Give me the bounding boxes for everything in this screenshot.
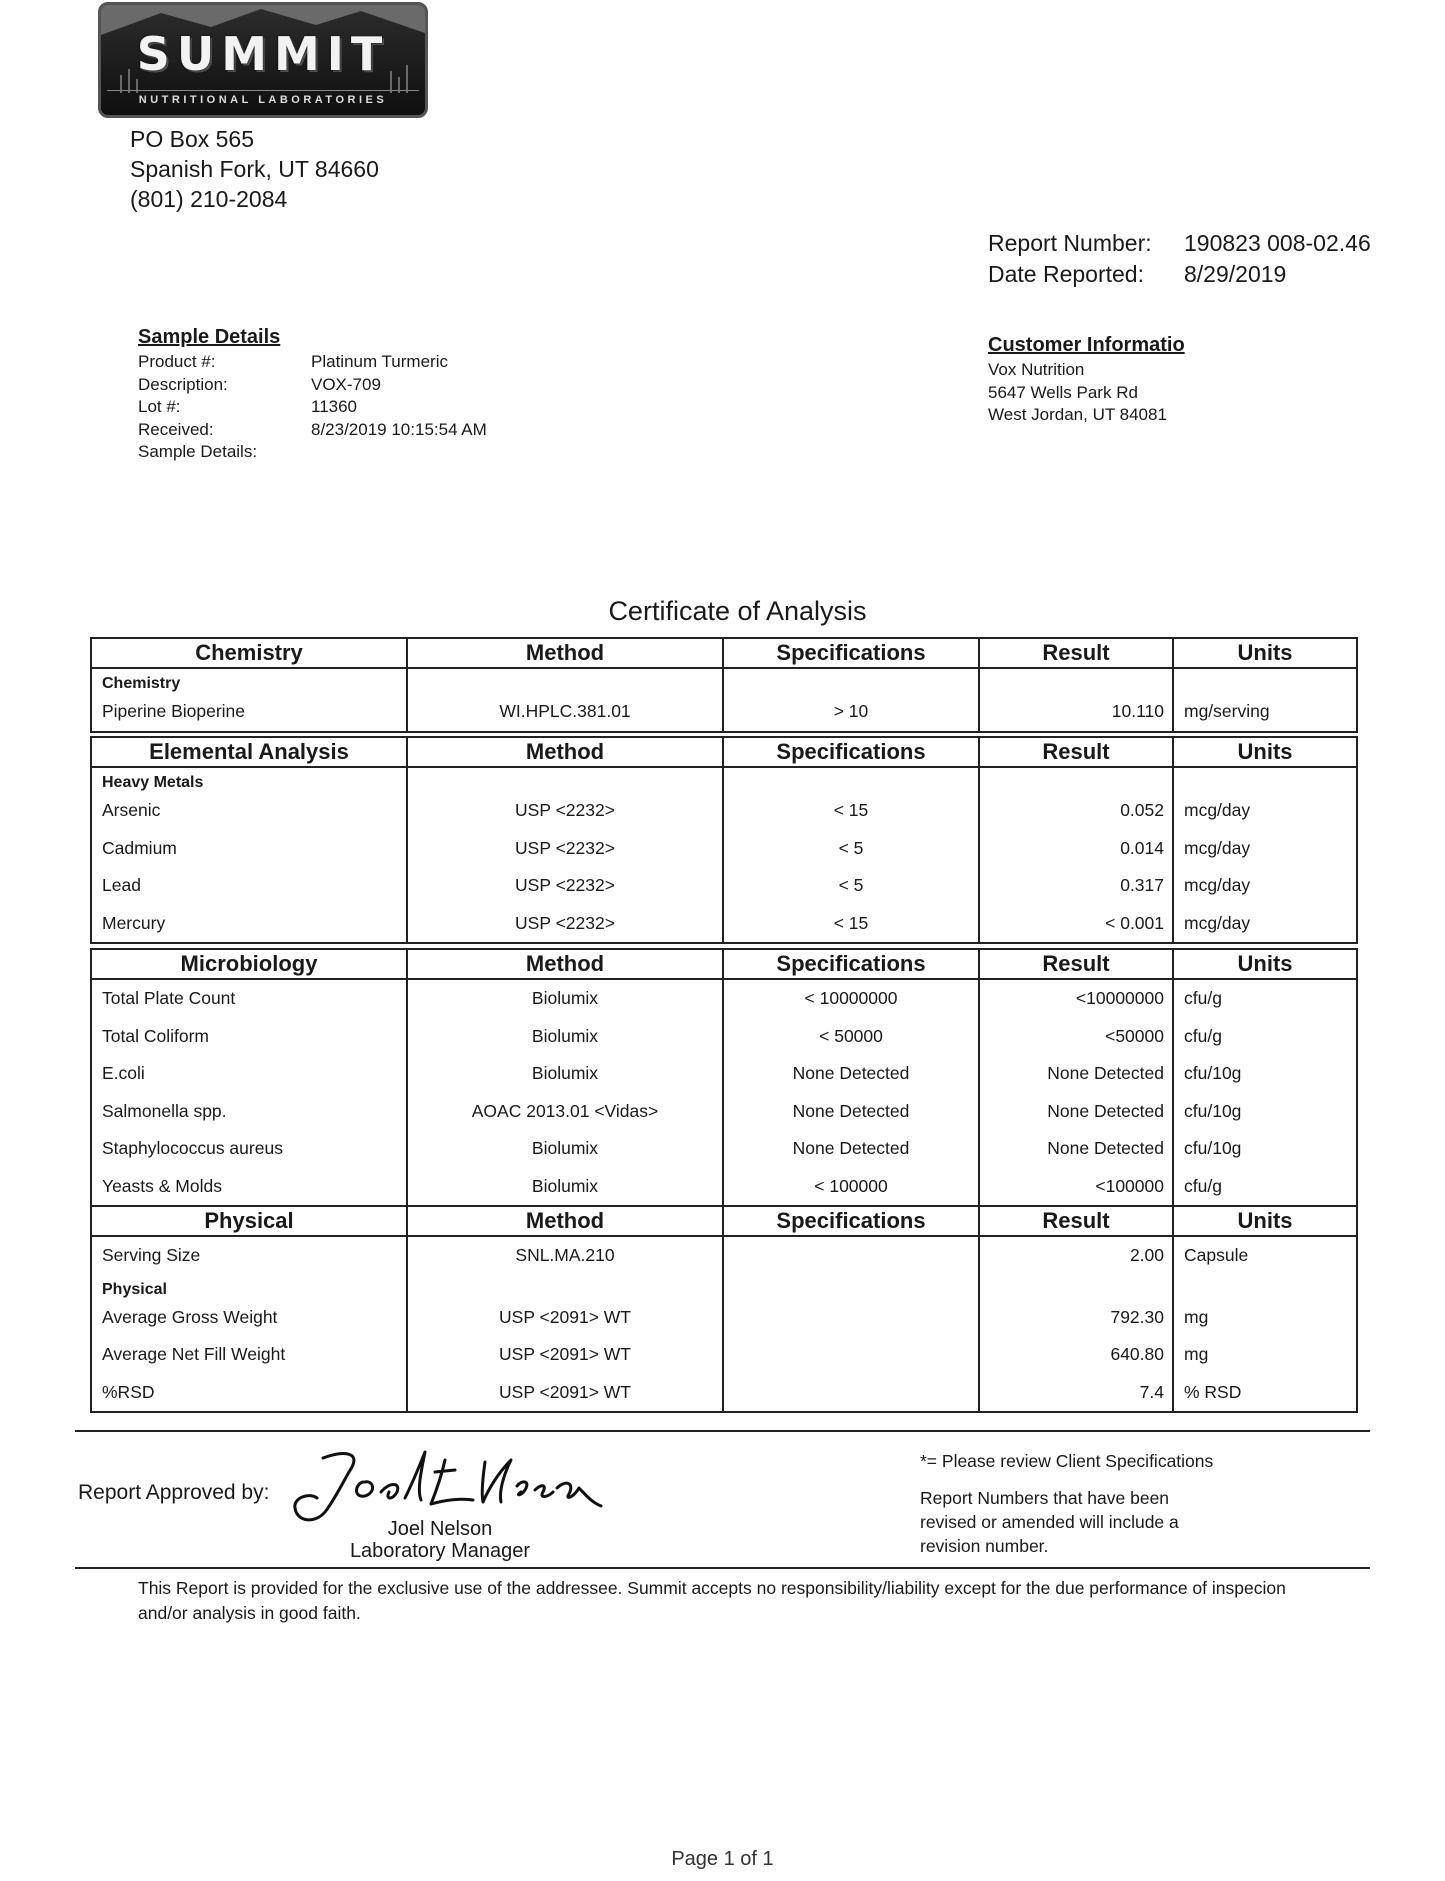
units-cell: mcg/day <box>1173 830 1357 868</box>
analyte-cell: Mercury <box>91 905 407 944</box>
units-cell: mg/serving <box>1173 693 1357 732</box>
table-header <box>91 737 1357 767</box>
method-cell: USP <2232> <box>407 830 723 868</box>
units-cell: cfu/g <box>1173 1018 1357 1056</box>
result-cell: 0.317 <box>979 867 1173 905</box>
units-cell: mcg/day <box>1173 792 1357 830</box>
header-cell: Units <box>1173 949 1357 979</box>
sample-key: Description: <box>138 374 228 394</box>
header-cell: Specifications <box>723 638 979 668</box>
result-cell: 2.00 <box>979 1236 1173 1275</box>
table-row <box>91 1130 1357 1168</box>
analyte-cell: Staphylococcus aureus <box>91 1130 407 1168</box>
method-cell: USP <2091> WT <box>407 1299 723 1337</box>
sample-value: Platinum Turmeric <box>311 352 448 371</box>
analyte-cell: Total Plate Count <box>91 979 407 1018</box>
table-row <box>91 867 1357 905</box>
table-row <box>91 1374 1357 1413</box>
signer <box>340 1518 540 1562</box>
table-row <box>91 830 1357 868</box>
group-label: Chemistry <box>91 668 407 693</box>
table-row <box>91 1336 1357 1374</box>
result-cell: <100000 <box>979 1168 1173 1207</box>
logo-wordmark: SUMMIT <box>136 27 390 81</box>
analyte-cell: Average Net Fill Weight <box>91 1336 407 1374</box>
sample-value: 11360 <box>311 397 358 416</box>
table-header <box>91 1206 1357 1236</box>
method-cell: Biolumix <box>407 979 723 1018</box>
header-cell: Result <box>979 949 1173 979</box>
lab-address <box>130 124 379 214</box>
units-cell: cfu/10g <box>1173 1093 1357 1131</box>
header-cell: Units <box>1173 1206 1357 1236</box>
report-number-label: Report Number: <box>988 230 1152 256</box>
address-line: PO Box 565 <box>130 126 255 152</box>
header-cell: Result <box>979 638 1173 668</box>
address-line: (801) 210-2084 <box>130 186 288 212</box>
group-label: Heavy Metals <box>91 767 407 792</box>
header-cell: Result <box>979 737 1173 767</box>
method-cell: WI.HPLC.381.01 <box>407 693 723 732</box>
header-cell: Physical <box>91 1206 407 1236</box>
page-number: Page 1 of 1 <box>671 1848 774 1870</box>
units-cell: mg <box>1173 1336 1357 1374</box>
spec-cell: < 15 <box>723 905 979 944</box>
chemistry-table <box>90 637 1358 733</box>
table-header <box>91 638 1357 668</box>
customer-title: Customer Informatio <box>988 334 1185 356</box>
summit-logo <box>98 2 428 118</box>
header-cell: Method <box>407 1206 723 1236</box>
group-row <box>91 767 1357 792</box>
spec-cell <box>723 1374 979 1413</box>
customer-information <box>988 334 1185 427</box>
customer-line: Vox Nutrition <box>988 360 1085 379</box>
physical-table <box>90 1205 1358 1413</box>
spec-cell <box>723 1336 979 1374</box>
result-cell: 0.014 <box>979 830 1173 868</box>
sample-details <box>138 326 487 464</box>
table-row <box>91 1055 1357 1093</box>
units-cell: cfu/10g <box>1173 1055 1357 1093</box>
header-cell: Method <box>407 949 723 979</box>
method-cell: Biolumix <box>407 1018 723 1056</box>
signer-name: Joel Nelson <box>387 1518 493 1540</box>
method-cell: Biolumix <box>407 1168 723 1207</box>
units-cell: % RSD <box>1173 1374 1357 1413</box>
microbiology-table <box>90 948 1358 1207</box>
report-notes <box>920 1449 1213 1558</box>
analyte-cell: E.coli <box>91 1055 407 1093</box>
header-cell: Elemental Analysis <box>91 737 407 767</box>
header-cell: Method <box>407 638 723 668</box>
group-label: Physical <box>91 1275 407 1299</box>
spec-cell: < 15 <box>723 792 979 830</box>
report-meta <box>988 228 1371 290</box>
units-cell: mcg/day <box>1173 905 1357 944</box>
spec-cell: None Detected <box>723 1055 979 1093</box>
result-cell: < 0.001 <box>979 905 1173 944</box>
elemental-table <box>90 736 1358 944</box>
sample-value: 8/23/2019 10:15:54 AM <box>311 419 487 439</box>
signature-image <box>285 1442 605 1528</box>
report-number-value: 190823 008-02.46 <box>1184 230 1371 256</box>
result-cell: None Detected <box>979 1093 1173 1131</box>
spec-cell: None Detected <box>723 1093 979 1131</box>
sample-key: Lot #: <box>138 397 181 416</box>
result-cell: 10.110 <box>979 693 1173 732</box>
result-cell: 640.80 <box>979 1336 1173 1374</box>
units-cell: mcg/day <box>1173 867 1357 905</box>
units-cell: cfu/g <box>1173 979 1357 1018</box>
customer-line: 5647 Wells Park Rd <box>988 382 1138 402</box>
spec-cell <box>723 1299 979 1337</box>
sample-key: Product #: <box>138 352 216 371</box>
result-cell: <10000000 <box>979 979 1173 1018</box>
table-row <box>91 905 1357 944</box>
method-cell: USP <2232> <box>407 905 723 944</box>
table-header <box>91 949 1357 979</box>
method-cell: SNL.MA.210 <box>407 1236 723 1275</box>
divider <box>75 1567 1370 1569</box>
approved-by-label: Report Approved by: <box>78 1481 270 1504</box>
method-cell: USP <2232> <box>407 792 723 830</box>
header-cell: Chemistry <box>91 638 407 668</box>
sample-key: Sample Details: <box>138 442 258 461</box>
header-cell: Units <box>1173 737 1357 767</box>
spec-cell <box>723 1236 979 1275</box>
analyte-cell: Cadmium <box>91 830 407 868</box>
table-row <box>91 1093 1357 1131</box>
result-cell: None Detected <box>979 1055 1173 1093</box>
method-cell: Biolumix <box>407 1055 723 1093</box>
coa-title: Certificate of Analysis <box>608 596 867 626</box>
method-cell: Biolumix <box>407 1130 723 1168</box>
spec-cell: < 50000 <box>723 1018 979 1056</box>
table-row <box>91 693 1357 732</box>
spec-cell: None Detected <box>723 1130 979 1168</box>
signer-role: Laboratory Manager <box>349 1540 531 1562</box>
result-cell: <50000 <box>979 1018 1173 1056</box>
revision-note-line: revised or amended will include a <box>920 1512 1179 1532</box>
sample-key: Received: <box>138 419 214 439</box>
client-spec-note: *= Please review Client Specifications <box>920 1451 1214 1471</box>
sample-value: VOX-709 <box>311 374 381 394</box>
revision-note-line: revision number. <box>920 1536 1049 1556</box>
spec-cell: > 10 <box>723 693 979 732</box>
spec-cell: < 5 <box>723 867 979 905</box>
table-row <box>91 1168 1357 1207</box>
result-cell: 7.4 <box>979 1374 1173 1413</box>
customer-line: West Jordan, UT 84081 <box>988 405 1167 424</box>
group-row <box>91 668 1357 693</box>
sample-details-title: Sample Details <box>138 326 281 348</box>
result-cell: 792.30 <box>979 1299 1173 1337</box>
revision-note-line: Report Numbers that have been <box>920 1488 1170 1508</box>
units-cell: cfu/g <box>1173 1168 1357 1207</box>
analyte-cell: %RSD <box>91 1374 407 1413</box>
method-cell: USP <2091> WT <box>407 1336 723 1374</box>
analyte-cell: Serving Size <box>91 1236 407 1275</box>
table-row <box>91 979 1357 1018</box>
analyte-cell: Total Coliform <box>91 1018 407 1056</box>
date-reported-label: Date Reported: <box>988 261 1144 287</box>
table-row <box>91 792 1357 830</box>
method-cell: USP <2091> WT <box>407 1374 723 1413</box>
analyte-cell: Yeasts & Molds <box>91 1168 407 1207</box>
table-row <box>91 1018 1357 1056</box>
table-row <box>91 1299 1357 1337</box>
header-cell: Method <box>407 737 723 767</box>
header-cell: Specifications <box>723 737 979 767</box>
analyte-cell: Average Gross Weight <box>91 1299 407 1337</box>
logo-subtitle: NUTRITIONAL LABORATORIES <box>107 90 419 109</box>
units-cell: cfu/10g <box>1173 1130 1357 1168</box>
units-cell: Capsule <box>1173 1236 1357 1275</box>
address-line: Spanish Fork, UT 84660 <box>130 156 379 182</box>
table-row <box>91 1236 1357 1275</box>
method-cell: AOAC 2013.01 <Vidas> <box>407 1093 723 1131</box>
header-cell: Result <box>979 1206 1173 1236</box>
analyte-cell: Arsenic <box>91 792 407 830</box>
group-row <box>91 1275 1357 1299</box>
spec-cell: < 5 <box>723 830 979 868</box>
units-cell: mg <box>1173 1299 1357 1337</box>
analyte-cell: Salmonella spp. <box>91 1093 407 1131</box>
spec-cell: < 10000000 <box>723 979 979 1018</box>
result-cell: None Detected <box>979 1130 1173 1168</box>
header-cell: Specifications <box>723 1206 979 1236</box>
header-cell: Specifications <box>723 949 979 979</box>
result-cell: 0.052 <box>979 792 1173 830</box>
header-cell: Units <box>1173 638 1357 668</box>
date-reported-value: 8/29/2019 <box>1184 261 1287 287</box>
spec-cell: < 100000 <box>723 1168 979 1207</box>
analyte-cell: Piperine Bioperine <box>91 693 407 732</box>
method-cell: USP <2232> <box>407 867 723 905</box>
analyte-cell: Lead <box>91 867 407 905</box>
header-cell: Microbiology <box>91 949 407 979</box>
disclaimer: This Report is provided for the exclusive use of the addressee. Summit accepts no responsibility/liability except for the due performance of inspecion and/or analysis in good faith. <box>138 1578 1286 1623</box>
divider <box>75 1430 1370 1432</box>
